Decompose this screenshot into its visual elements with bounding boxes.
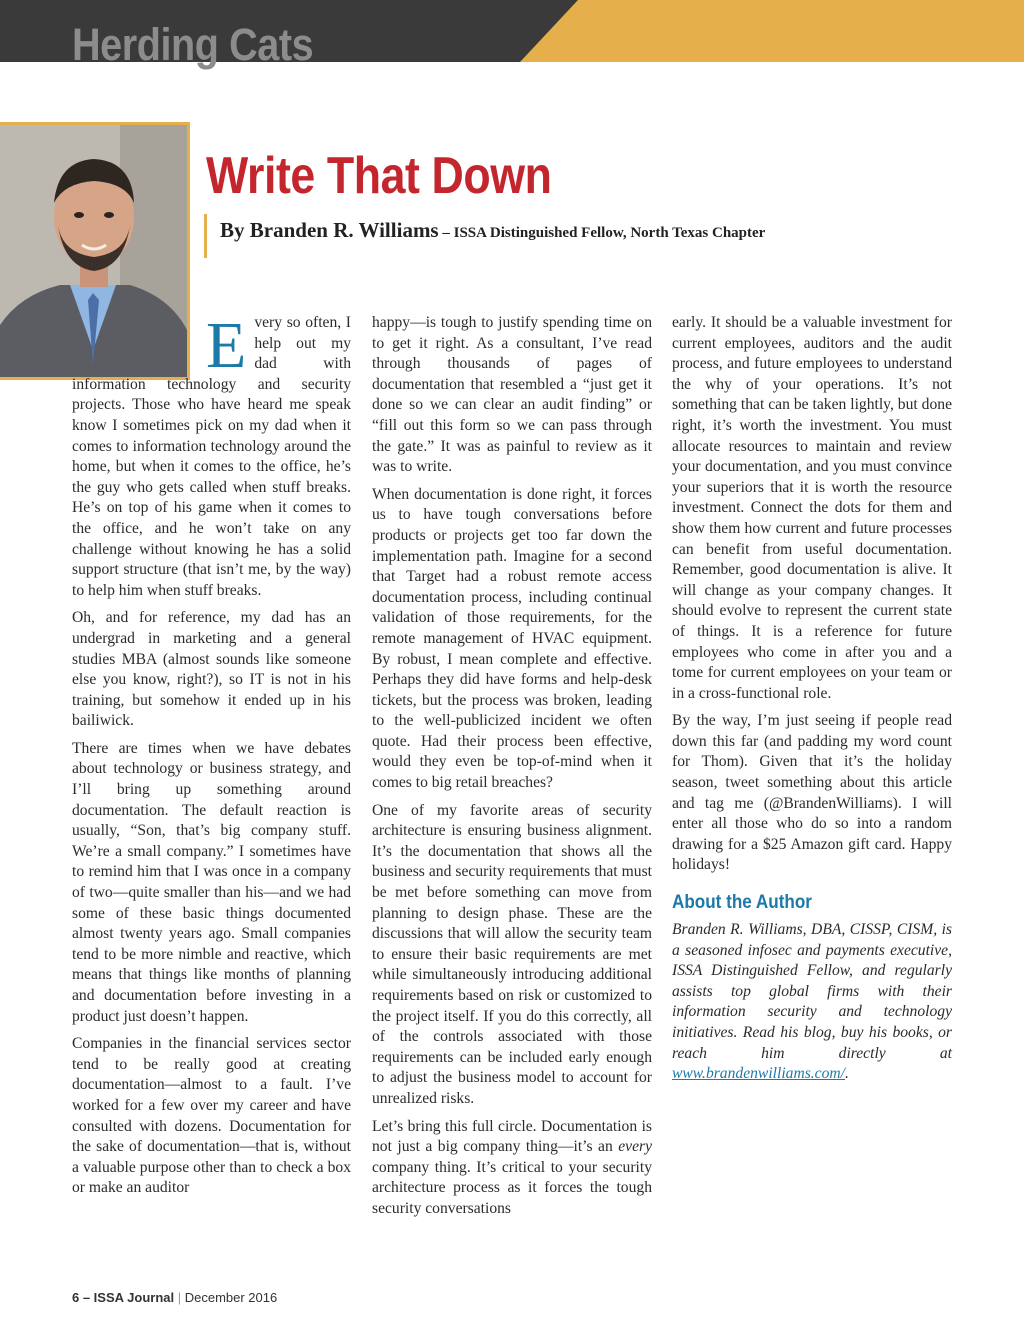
banner-gold-band [520, 0, 1024, 62]
footer-folio: 6 – ISSA Journal [72, 1290, 175, 1305]
byline [220, 216, 765, 247]
body-paragraph: One of my favorite areas of security architecture is ensuring business alignment. It’s the documentation that shows all the business and security requirements that must be met before something can move from planning to design phase. These are the discussions that will allow the security team to ensure their basic requirements are met while simultaneously introducing additional requirements based on risk or customized to the project itself. If you do this correctly, all of the controls associated with those requirements can be included early enough to adjust the business model to account for unrealized risks. [372, 801, 652, 1107]
body-paragraph: When documentation is done right, it forces us to have tough conversations before products or projects get too far down the implementation path. Imagine for a second that Target had a robust remote access documentation process, including continual validation of those requirements, for the remote management of HVAC equipment. By robust, I mean complete and effective. Perhaps they did have forms and help-desk tickets, but the process was broken, leading to the well-publicized incident we often quote. Had their process been effective, would they even be top-of-mind when it comes to big retail breaches? [372, 485, 652, 792]
body-paragraph: Oh, and for reference, my dad has an undergrad in marketing and a general studies MBA (almost sounds like someone else you know, right?), so IT is not in his training, but somehow it ended up in his bailiwick. [72, 609, 351, 730]
body-paragraph [72, 309, 351, 601]
byline-author: By Branden R. Williams [220, 218, 439, 242]
body-paragraph: happy—is tough to justify spending time on to get it right. As a consultant, I’ve read through thousands of pages of documentation that resembled a “just get it done so we can clear an audit finding” or “fill out this form so we can pass through the gate.” It was as painful to review as it was to write. [372, 314, 652, 476]
body-column-3 [672, 313, 952, 1092]
byline-affiliation: – ISSA Distinguished Fellow, North Texas Chapter [438, 225, 766, 241]
about-author-text [672, 920, 952, 1085]
body-paragraph: By the way, I’m just seeing if people read down this far (and padding my word count for Thom). Given that it’s the holiday season, tweet something about this article and tag me (@BrandenWilliams). I will enter all those who do so into a random drawing for a $25 Amazon gift card. Happy holidays! [672, 712, 952, 874]
about-author-body: Branden R. Williams, DBA, CISSP, CISM, is a seasoned infosec and payments executive, ISSA Distinguished Fellow, and regularly assists top global firms with their information security and technology initiatives. Read his blog, buy his books, or reach him directly at [672, 921, 952, 1062]
paragraph-text: company thing. It’s critical to your security architecture process as it forces the tough security conversations [372, 1158, 652, 1217]
section-title: Herding Cats [72, 19, 314, 70]
body-paragraph [372, 1117, 652, 1220]
paragraph-text: very so often, I help out my dad with information technology and security projects. Those who have heard me speak know I sometimes pick on my dad when it comes to information technology around the home, but when it comes to the office, he’s the guy who gets called when stuff breaks. He’s on top of his game when it comes to the office, and he won’t take on any challenge without knowing he has a solid support structure (that isn’t me, by the way) to help him when stuff breaks. [72, 314, 351, 599]
about-author-heading: About the Author [672, 892, 812, 914]
body-paragraph: early. It should be a valuable investment for current employees, auditors and the audit process, and future employees to understand the why of your operations. It’s not something that can be taken lightly, but done right, it’s worth the investment. You must allocate resources to maintain and review your documentation, and you must convince your superiors that it is worth the resource investment. Connect the dots for them and show them how current and future processes can benefit from useful documentation. Remember, good documentation is alive. It will change as your company changes. It should evolve to represent the current state of things. It is a reference for future employees who come in after you and a tome for current employees on your team or in a cross-functional role. [672, 314, 952, 702]
body-column-1 [72, 309, 351, 1206]
byline-accent-bar [204, 214, 207, 258]
author-website-link[interactable]: www.brandenwilliams.com/ [672, 1065, 845, 1083]
paragraph-text: Let’s bring this full circle. Documentation is not just a big company thing—it’s an [372, 1117, 652, 1156]
body-paragraph: Companies in the financial services sector tend to be really good at creating documentation—almost to a fault. I’ve worked for a few over my career and have consulted with dozens. Documentation for the sake of documentation—that is, without a valuable purpose other than to check a box or make an auditor [72, 1035, 351, 1197]
body-paragraph: There are times when we have debates about technology or business strategy, and I’ll bring up something around documentation. The default reaction is usually, “Son, that’s big company stuff. We’re a small company.” I sometimes have to remind him that I was once in a company of two—quite smaller than his—and we had some of these basic things documented almost twenty years ago. Small companies tend to be more nimble and reactive, which means that things like months of planning and documentation before investing in a product just doesn’t happen. [72, 739, 351, 1025]
section-banner [0, 0, 1024, 70]
article-headline: Write That Down [206, 147, 552, 205]
drop-cap: E [206, 309, 247, 382]
about-author-end: . [845, 1065, 849, 1083]
page-footer [72, 1290, 277, 1305]
footer-separator: | [174, 1290, 185, 1305]
footer-date: December 2016 [184, 1290, 278, 1305]
emphasis-text: every [618, 1138, 652, 1156]
body-column-2 [372, 313, 652, 1227]
